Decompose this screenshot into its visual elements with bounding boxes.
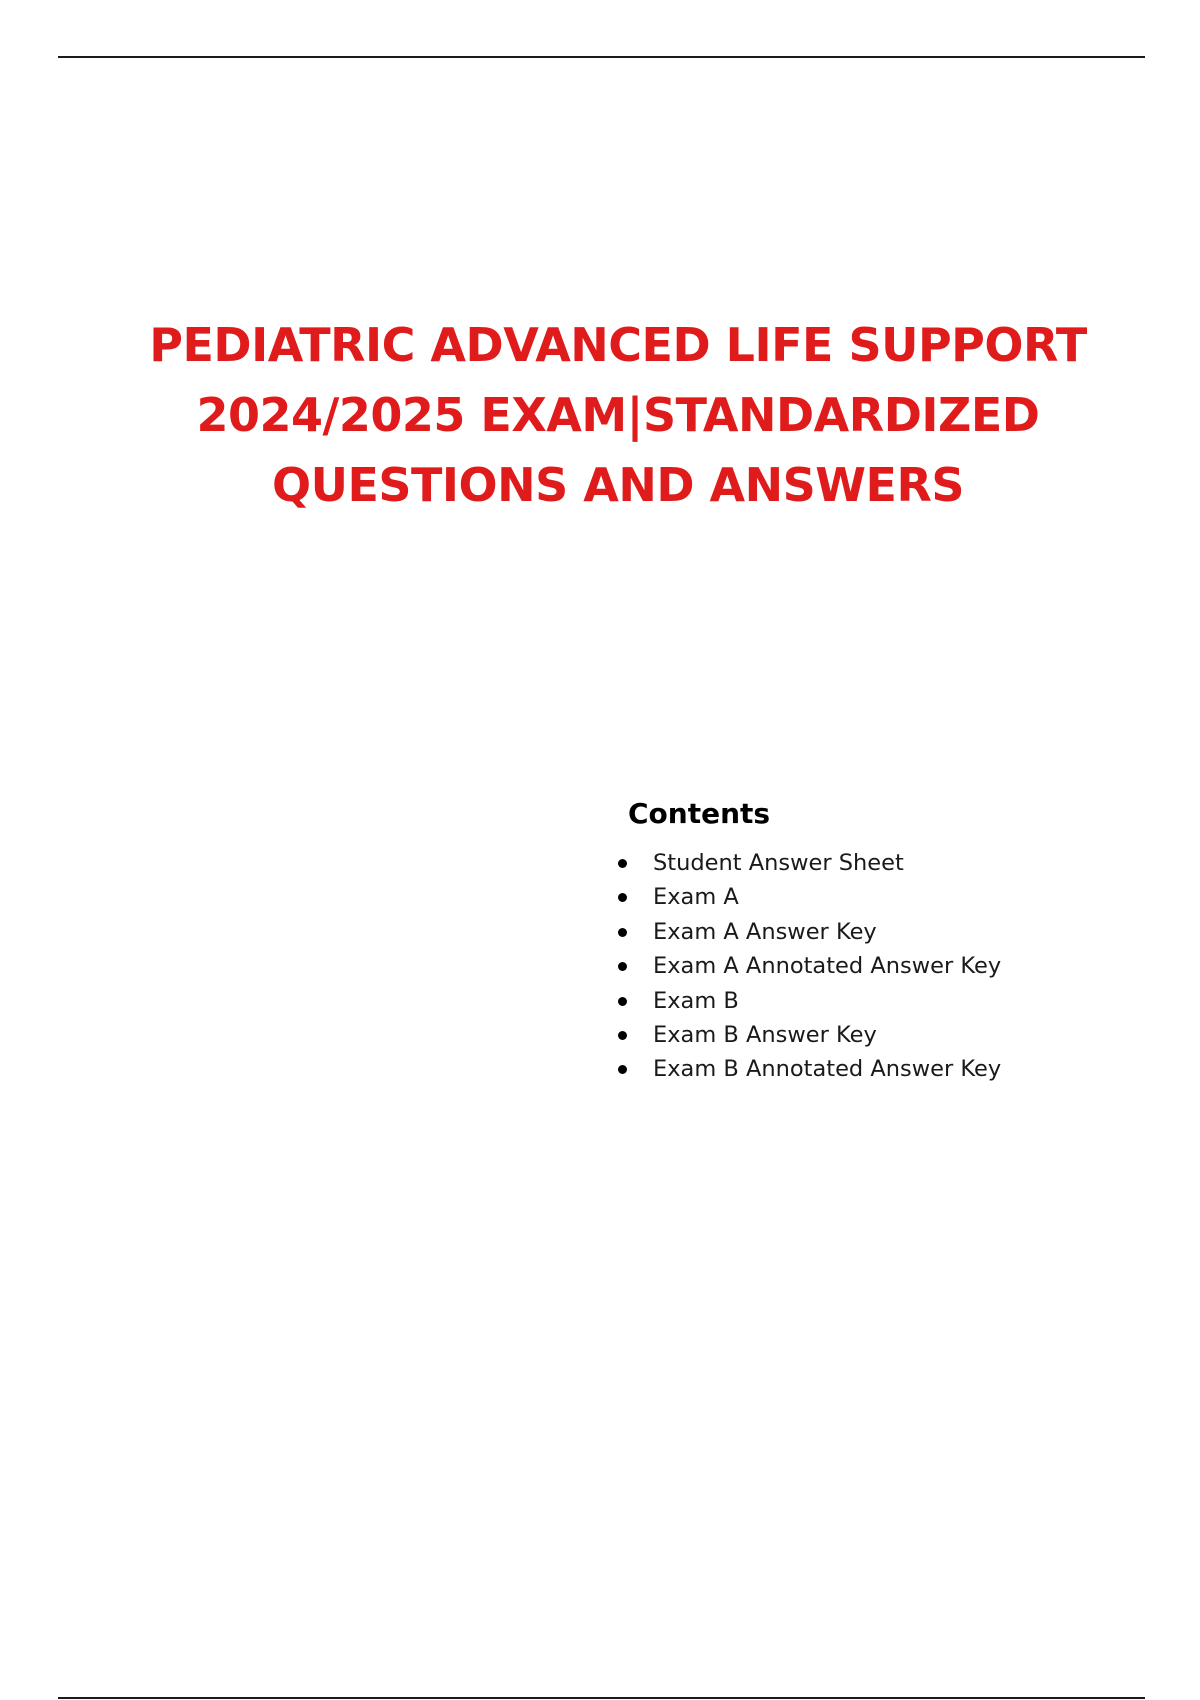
bottom-rule (58, 1697, 1145, 1699)
contents-item-exam-a-answer-key (616, 915, 1136, 949)
contents-item-exam-b (616, 984, 1136, 1018)
bullet-icon (618, 1065, 627, 1074)
contents-item-exam-a-annotated-answer-key (616, 949, 1136, 983)
top-rule (58, 56, 1145, 58)
contents-item-exam-b-annotated-answer-key (616, 1052, 1136, 1086)
title-line-1: PEDIATRIC ADVANCED LIFE SUPPORT (149, 318, 1087, 372)
bullet-icon (618, 962, 627, 971)
contents-item-label: Student Answer Sheet (653, 850, 904, 876)
bullet-icon (618, 893, 627, 902)
contents-heading: Contents (628, 797, 771, 830)
contents-item-student-answer-sheet (616, 846, 1136, 880)
title-line-3: QUESTIONS AND ANSWERS (272, 458, 964, 512)
bullet-icon (618, 859, 627, 868)
bullet-icon (618, 928, 627, 937)
bullet-icon (618, 997, 627, 1006)
contents-section (616, 794, 1136, 1087)
contents-list (616, 846, 1136, 1087)
bullet-icon (618, 1031, 627, 1040)
document-title (120, 310, 1116, 520)
contents-item-exam-b-answer-key (616, 1018, 1136, 1052)
contents-item-label: Exam B (653, 987, 739, 1014)
title-line-2: 2024/2025 EXAM|STANDARDIZED (196, 388, 1040, 442)
contents-item-label: Exam B Answer Key (653, 1022, 877, 1049)
contents-item-label: Exam A (653, 884, 739, 911)
contents-item-exam-a (616, 880, 1136, 914)
contents-item-label: Exam A Answer Key (653, 918, 877, 945)
contents-item-label: Exam B Annotated Answer Key (653, 1056, 1002, 1083)
contents-item-label: Exam A Annotated Answer Key (653, 953, 1002, 980)
